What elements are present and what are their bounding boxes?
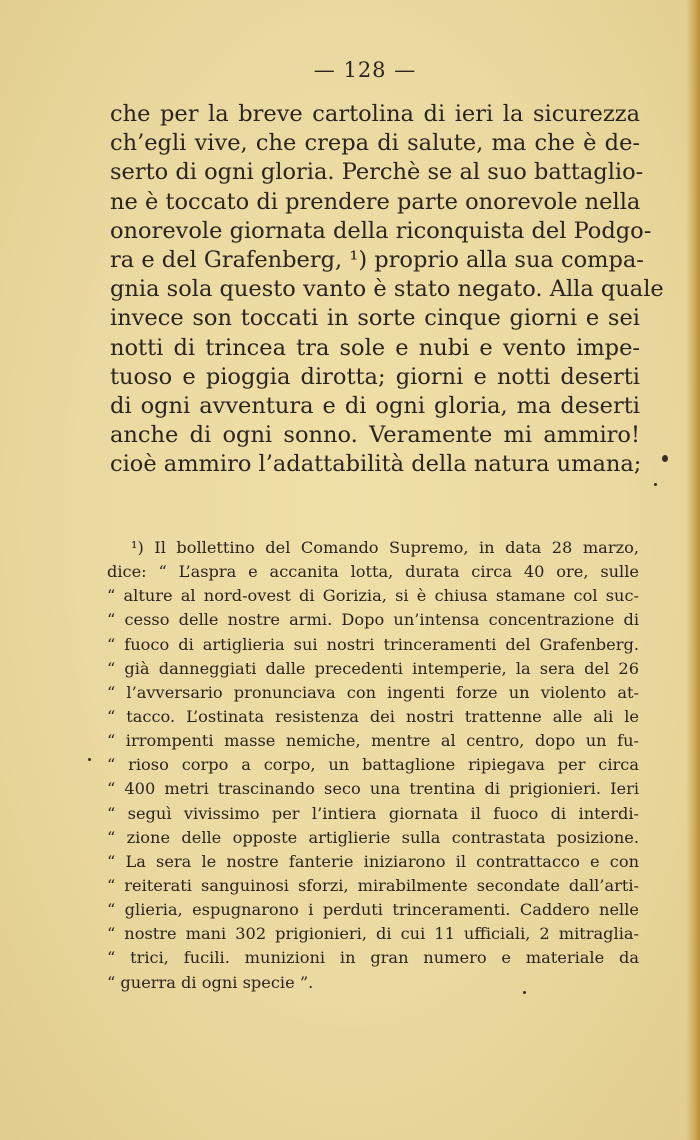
text-line: cioè ammiro l’adattabilità della natura umana; <box>110 451 642 478</box>
ink-speck <box>523 991 526 994</box>
footnote-line: “ cesso delle nostre armi. Dopo un’intensa concentrazione di <box>107 610 639 630</box>
footnote-line: “ alture al nord-ovest di Gorizia, si è chiusa stamane col suc- <box>107 586 639 606</box>
page-number: — 128 — <box>313 58 417 82</box>
footnote-line: ¹) Il bollettino del Comando Supremo, in data 28 marzo, <box>131 538 639 557</box>
text-line: ch’egli vive, che crepa di salute, ma che è de- <box>110 130 640 157</box>
footnote-line: “ reiterati sanguinosi sforzi, mirabilmente secondate dall’arti- <box>107 875 639 895</box>
footnote-line: dice: “ L’aspra e accanita lotta, durata circa 40 ore, sulle <box>107 562 639 582</box>
text-line: tuoso e pioggia dirotta; giorni e notti deserti <box>110 363 640 390</box>
text-line: invece son toccati in sorte cinque giorni e sei <box>110 305 640 332</box>
text-line: che per la breve cartolina di ieri la sicurezza <box>110 101 640 127</box>
footnote-line: “ rioso corpo a corpo, un battaglione ripiegava per circa <box>107 755 639 775</box>
footnote <box>107 536 639 995</box>
footnote-line: “ glieria, espugnarono i perduti trinceramenti. Caddero nelle <box>107 900 639 920</box>
footnote-line: “ seguì vivissimo per l’intiera giornata il fuoco di interdi- <box>107 803 639 823</box>
text-line: onorevole giornata della riconquista del Podgo- <box>110 217 652 244</box>
text-line: anche di ogni sonno. Veramente mi ammiro! <box>110 422 640 449</box>
main-text <box>110 100 664 479</box>
footnote-line: “ già danneggiati dalle precedenti intemperie, la sera del 26 <box>107 658 639 678</box>
footnote-line: “ fuoco di artiglieria sui nostri trinceramenti del Grafenberg. <box>107 634 639 654</box>
footnote-line: “ tacco. L’ostinata resistenza dei nostri trattenne alle ali le <box>107 706 639 726</box>
footnote-line: “ irrompenti masse nemiche, mentre al centro, dopo un fu- <box>107 731 639 751</box>
text-line: notti di trincea tra sole e nubi e vento impe- <box>110 334 640 361</box>
text-line: gnia sola questo vanto è stato negato. Alla quale <box>110 276 664 303</box>
footnote-line: “ trici, fucili. munizioni in gran numero e materiale da <box>107 948 639 968</box>
footnote-line: “ nostre mani 302 prigionieri, di cui 11 ufficiali, 2 mitraglia- <box>107 924 639 944</box>
footnote-line: “ guerra di ogni specie ”. <box>107 972 314 992</box>
ink-speck <box>662 455 668 462</box>
footnote-line: “ La sera le nostre fanterie iniziarono il contrattacco e con <box>107 851 639 871</box>
page-edge-shadow <box>686 0 700 1140</box>
text-line: serto di ogni gloria. Perchè se al suo battaglio- <box>110 159 644 186</box>
text-line: di ogni avventura e di ogni gloria, ma deserti <box>110 392 640 419</box>
footnote-line: “ 400 metri trascinando seco una trentina di prigionieri. Ieri <box>107 779 639 799</box>
footnote-line: “ zione delle opposte artiglierie sulla contrastata posizione. <box>107 827 639 847</box>
footnote-line: “ l’avversario pronunciava con ingenti forze un violento at- <box>107 682 639 702</box>
text-line: ne è toccato di prendere parte onorevole nella <box>110 188 641 215</box>
ink-speck <box>654 483 657 486</box>
text-line: ra e del Grafenberg, ¹) proprio alla sua compa- <box>110 246 644 273</box>
ink-speck <box>88 758 91 761</box>
